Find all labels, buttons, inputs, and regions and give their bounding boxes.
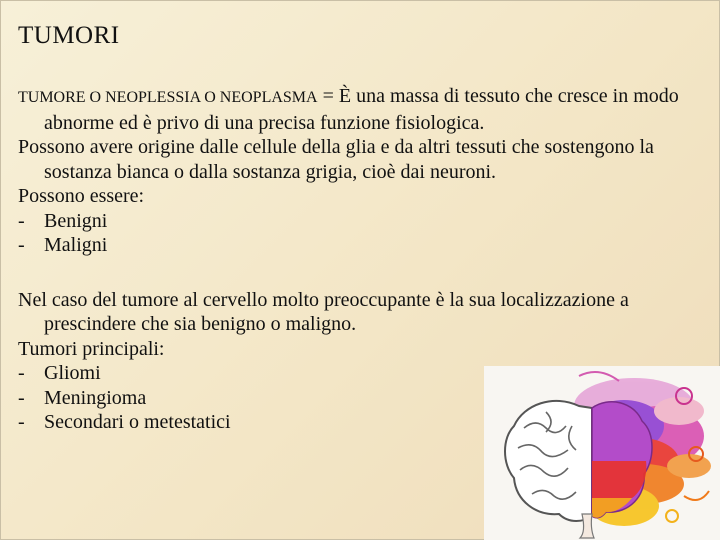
slide-title: TUMORI: [18, 22, 120, 49]
brain-illustration: [484, 366, 720, 540]
list-item: - Benigni: [18, 209, 108, 232]
list-item: - Secondari o metestatici: [18, 411, 231, 433]
origin-paragraph: Possono avere origine dalle cellule della glia e da altri tessuti che sostengono la sostanza bianca o dalla sostanza grigia, cioè dai neuroni.: [18, 136, 654, 183]
note-paragraph: Nel caso del tumore al cervello molto preoccupante è la sua localizzazione a prescindere che sia benigno o maligno.: [18, 288, 629, 335]
definition-paragraph: [18, 84, 708, 135]
list-item: - Meningioma: [18, 386, 147, 409]
types-intro: Possono essere:: [18, 185, 145, 207]
definition-term: TUMORE O NEOPLESSIA O NEOPLASMA: [18, 89, 318, 106]
main-intro: Tumori principali:: [18, 337, 165, 360]
definition-text: = È una massa di tessuto che cresce in modo abnorme ed è privo di una precisa funzione fisiologica.: [44, 85, 679, 134]
list-item: - Gliomi: [18, 362, 101, 384]
list-item: - Maligni: [18, 234, 108, 256]
